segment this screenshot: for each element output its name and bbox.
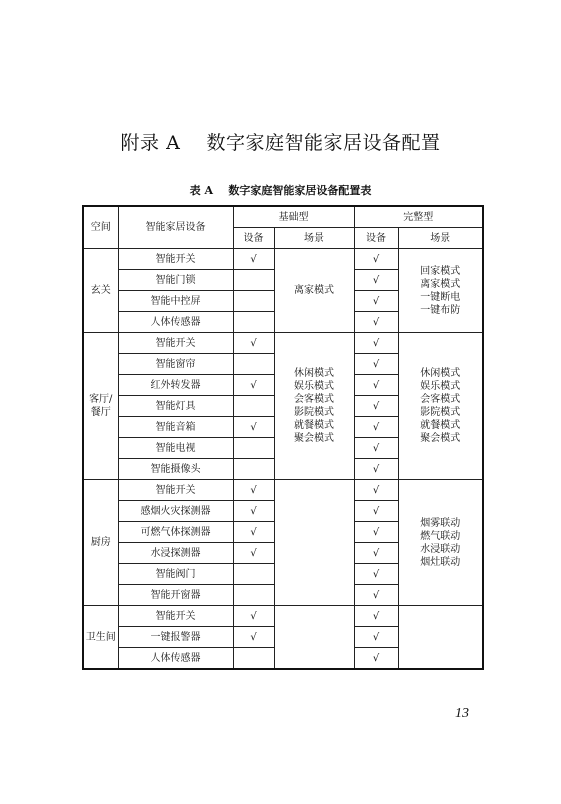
appendix-title: 附录 A 数字家庭智能家居设备配置 bbox=[120, 132, 441, 154]
header-device: 智能家居设备 bbox=[118, 206, 233, 249]
basic-equip-check bbox=[233, 291, 274, 312]
header-full-equip: 设备 bbox=[354, 228, 398, 249]
table-caption: 表 A 数字家庭智能家居设备配置表 bbox=[189, 184, 372, 197]
full-scene-cell: 烟雾联动 燃气联动 水浸联动 烟灶联动 bbox=[398, 480, 483, 606]
header-space: 空间 bbox=[83, 206, 118, 249]
device-cell: 智能开关 bbox=[118, 480, 233, 501]
full-equip-check: √ bbox=[354, 270, 398, 291]
full-equip-check: √ bbox=[354, 564, 398, 585]
device-cell: 智能灯具 bbox=[118, 396, 233, 417]
basic-equip-check: √ bbox=[233, 417, 274, 438]
full-equip-check: √ bbox=[354, 354, 398, 375]
table-row bbox=[83, 480, 483, 501]
device-cell: 智能开关 bbox=[118, 333, 233, 354]
table-row bbox=[83, 606, 483, 627]
full-equip-check: √ bbox=[354, 417, 398, 438]
basic-equip-check bbox=[233, 396, 274, 417]
basic-equip-check bbox=[233, 354, 274, 375]
device-cell: 感烟火灾探测器 bbox=[118, 501, 233, 522]
basic-equip-check: √ bbox=[233, 501, 274, 522]
full-equip-check: √ bbox=[354, 501, 398, 522]
full-equip-check: √ bbox=[354, 648, 398, 670]
full-equip-check: √ bbox=[354, 291, 398, 312]
full-equip-check: √ bbox=[354, 396, 398, 417]
full-equip-check: √ bbox=[354, 333, 398, 354]
basic-equip-check bbox=[233, 270, 274, 291]
basic-equip-check: √ bbox=[233, 627, 274, 648]
device-cell: 智能门锁 bbox=[118, 270, 233, 291]
device-cell: 智能中控屏 bbox=[118, 291, 233, 312]
basic-equip-check: √ bbox=[233, 249, 274, 270]
basic-equip-check: √ bbox=[233, 606, 274, 627]
basic-scene-cell bbox=[274, 480, 354, 606]
full-scene-cell: 休闲模式 娱乐模式 会客模式 影院模式 就餐模式 聚会模式 bbox=[398, 333, 483, 480]
space-cell: 客厅/ 餐厅 bbox=[83, 333, 118, 480]
full-equip-check: √ bbox=[354, 249, 398, 270]
full-scene-cell bbox=[398, 606, 483, 670]
header-full: 完整型 bbox=[354, 206, 483, 228]
device-cell: 智能音箱 bbox=[118, 417, 233, 438]
header-full-scene: 场景 bbox=[398, 228, 483, 249]
basic-scene-cell: 离家模式 bbox=[274, 249, 354, 333]
space-cell: 玄关 bbox=[83, 249, 118, 333]
basic-equip-check bbox=[233, 585, 274, 606]
device-cell: 智能阀门 bbox=[118, 564, 233, 585]
full-equip-check: √ bbox=[354, 585, 398, 606]
device-cell: 红外转发器 bbox=[118, 375, 233, 396]
basic-equip-check: √ bbox=[233, 333, 274, 354]
table-row bbox=[83, 333, 483, 354]
device-cell: 智能开关 bbox=[118, 606, 233, 627]
basic-equip-check bbox=[233, 312, 274, 333]
device-cell: 智能摄像头 bbox=[118, 459, 233, 480]
full-equip-check: √ bbox=[354, 459, 398, 480]
full-equip-check: √ bbox=[354, 522, 398, 543]
header-row-1 bbox=[83, 206, 483, 228]
device-cell: 智能电视 bbox=[118, 438, 233, 459]
device-cell: 人体传感器 bbox=[118, 648, 233, 670]
basic-equip-check: √ bbox=[233, 480, 274, 501]
header-basic-scene: 场景 bbox=[274, 228, 354, 249]
table-body bbox=[83, 206, 483, 669]
full-equip-check: √ bbox=[354, 312, 398, 333]
basic-equip-check: √ bbox=[233, 375, 274, 396]
table-row bbox=[83, 249, 483, 270]
device-cell: 智能开窗器 bbox=[118, 585, 233, 606]
page-number: 13 bbox=[455, 706, 469, 721]
full-equip-check: √ bbox=[354, 606, 398, 627]
device-cell: 水浸探测器 bbox=[118, 543, 233, 564]
basic-equip-check bbox=[233, 459, 274, 480]
full-equip-check: √ bbox=[354, 375, 398, 396]
basic-equip-check bbox=[233, 438, 274, 459]
full-equip-check: √ bbox=[354, 438, 398, 459]
header-basic: 基础型 bbox=[233, 206, 354, 228]
basic-equip-check: √ bbox=[233, 522, 274, 543]
full-equip-check: √ bbox=[354, 627, 398, 648]
full-equip-check: √ bbox=[354, 543, 398, 564]
device-cell: 一键报警器 bbox=[118, 627, 233, 648]
device-cell: 智能窗帘 bbox=[118, 354, 233, 375]
basic-equip-check: √ bbox=[233, 543, 274, 564]
header-basic-equip: 设备 bbox=[233, 228, 274, 249]
device-config-table bbox=[82, 205, 484, 670]
space-cell: 卫生间 bbox=[83, 606, 118, 670]
basic-scene-cell: 休闲模式 娱乐模式 会客模式 影院模式 就餐模式 聚会模式 bbox=[274, 333, 354, 480]
space-cell: 厨房 bbox=[83, 480, 118, 606]
device-cell: 智能开关 bbox=[118, 249, 233, 270]
full-equip-check: √ bbox=[354, 480, 398, 501]
device-cell: 可燃气体探测器 bbox=[118, 522, 233, 543]
device-cell: 人体传感器 bbox=[118, 312, 233, 333]
full-scene-cell: 回家模式 离家模式 一键断电 一键布防 bbox=[398, 249, 483, 333]
basic-equip-check bbox=[233, 564, 274, 585]
basic-equip-check bbox=[233, 648, 274, 670]
basic-scene-cell bbox=[274, 606, 354, 670]
